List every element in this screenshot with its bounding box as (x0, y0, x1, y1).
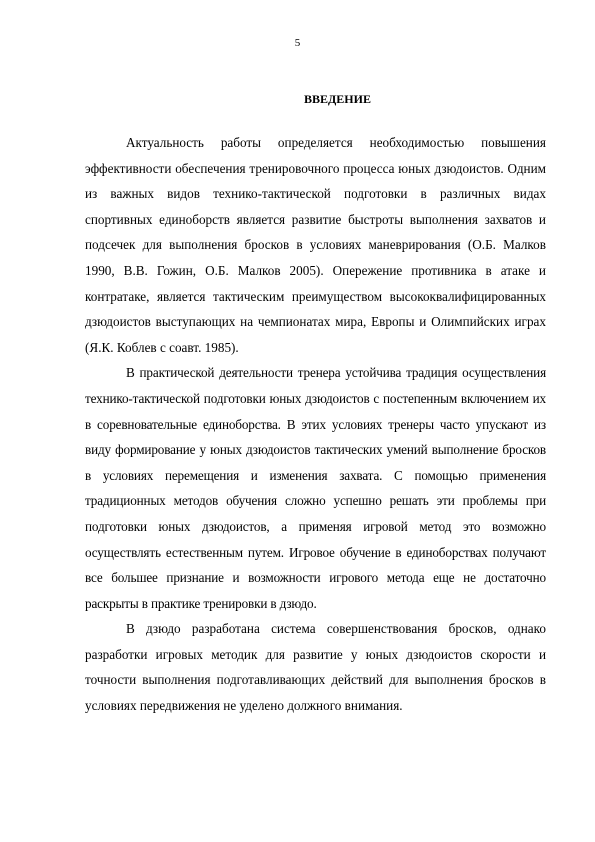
body-text (85, 130, 546, 719)
paragraph-system: В дзюдо разработана система совершенствования бросков, однако разработки игровых методик для развитие у юных дзюдоистов скорости и точности выполнения подготавливающих действий для выполнения бросков в условиях передвижения не уделено должного внимания. (85, 621, 546, 714)
paragraph-practice: В практической деятельности тренера устойчива традиция осуществления технико-тактической подготовки юных дзюдоистов с постепенным включением их в соревновательные единоборства. В этих условиях тренеры часто упускают из виду формирование у юных дзюдоистов тактических умений выполнение бросков в условиях перемещения и изменения захвата. С помощью применения традиционных методов обучения сложно успешно решать эти проблемы при подготовки юных дзюдоистов, а применяя игровой метод это возможно осуществлять естественным путем. Игровое обучение в единоборствах получают все большее признание и возможности игрового метода еще не достаточно раскрыты в практике тренировки в дзюдо. (85, 365, 546, 611)
page-number: 5 (294, 37, 301, 49)
paragraph-relevance: Актуальность работы определяется необходимостью повышения эффективности обеспечения тренировочного процесса юных дзюдоистов. Одним из важных видов технико-тактической подготовки в различных видах спортивных единоборств является развитие быстроты выполнения захватов и подсечек для выполнения бросков в условиях маневрирования (О.Б. Малков 1990, В.В. Гожин, О.Б. Малков 2005). Опережение противника в атаке и контратаке, является тактическим преимуществом высококвалифицированных дзюдоистов выступающих на чемпионатах мира, Европы и Олимпийских играх (Я.К. Коблев с соавт. 1985). (85, 135, 546, 355)
section-heading: ВВЕДЕНИЕ (304, 92, 371, 106)
